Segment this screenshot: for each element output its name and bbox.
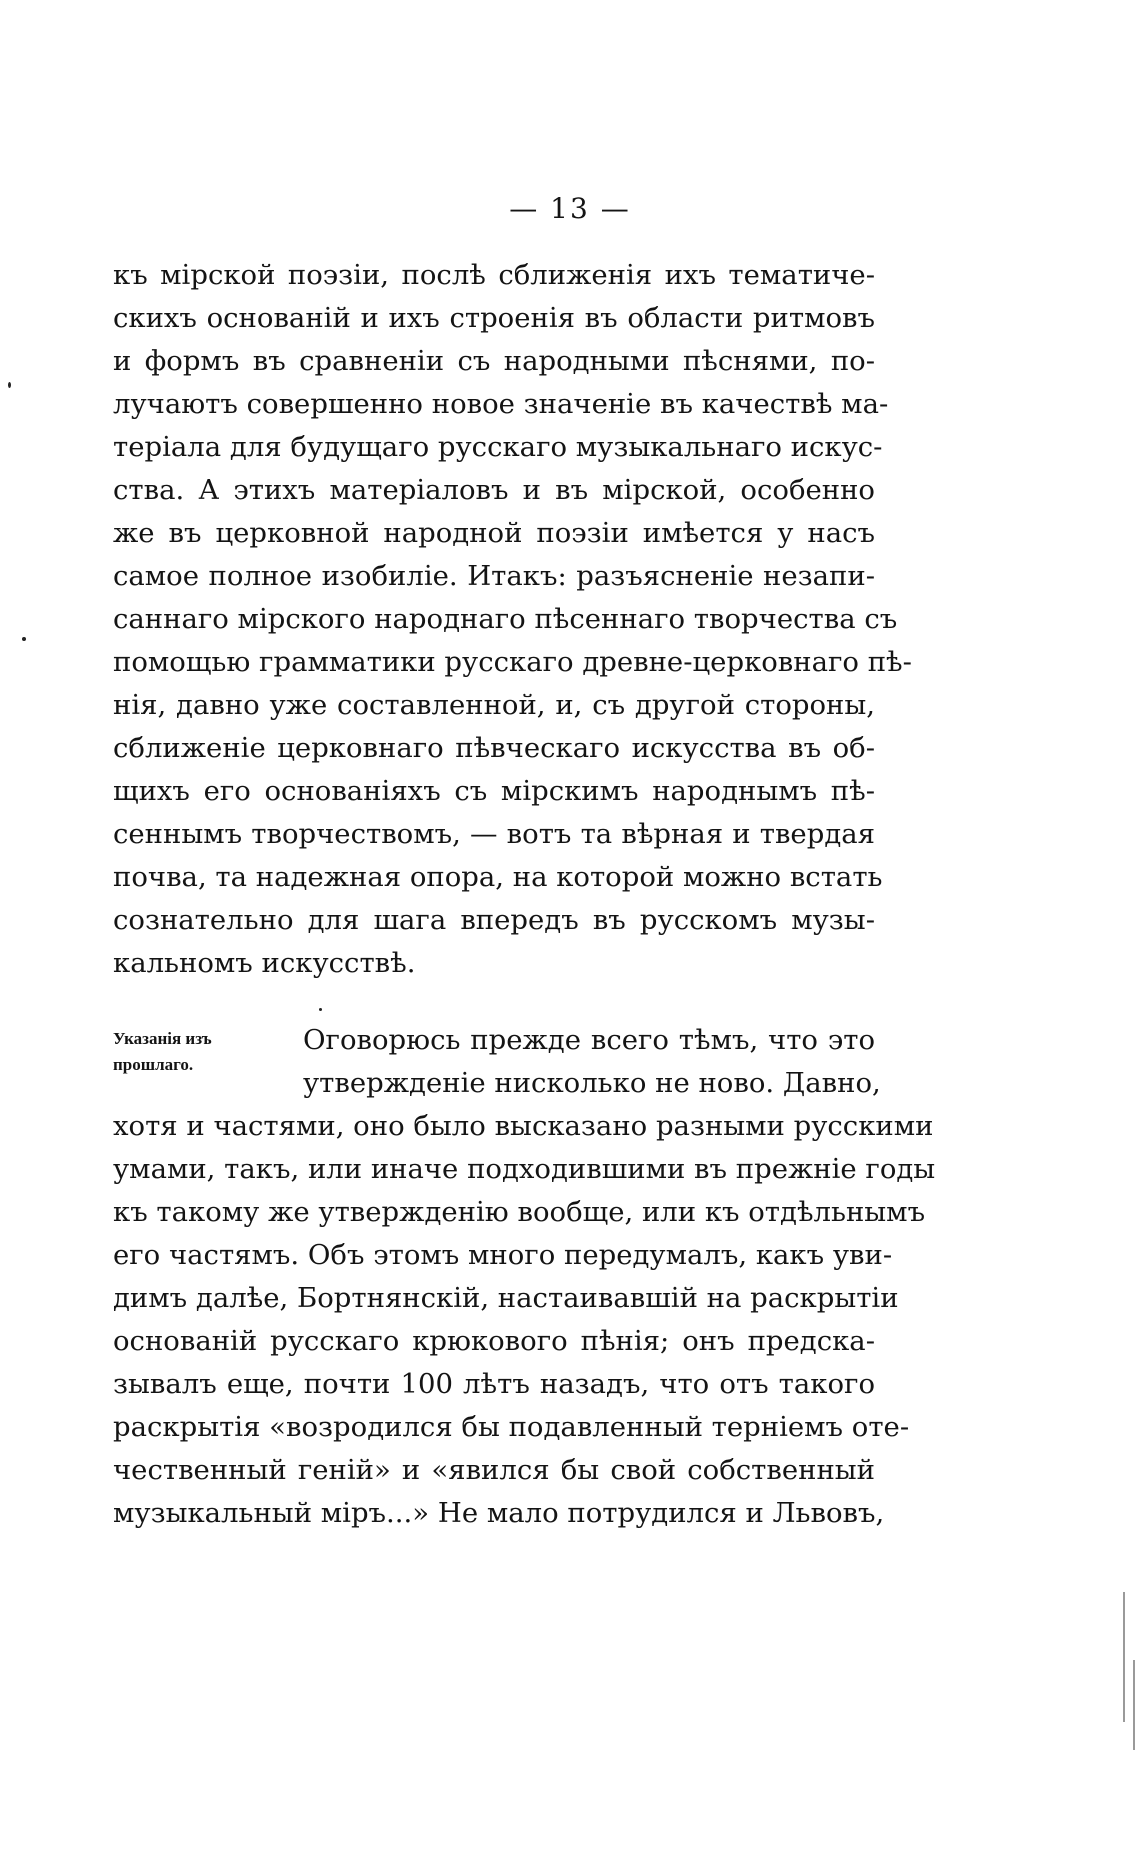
text-line: самое полное изобиліе. Итакъ: разъясненіе незапи- <box>113 560 875 592</box>
scan-speck <box>8 382 11 388</box>
text-line: хотя и частями, оно было высказано разными русскими <box>113 1110 934 1142</box>
text-line: и формъ въ сравненіи съ народными пѣснями, по- <box>113 345 875 377</box>
text-line: зывалъ еще, почти 100 лѣтъ назадъ, что отъ такого <box>113 1368 875 1400</box>
text-line: умами, такъ, или иначе подходившими въ прежніе годы <box>113 1153 936 1185</box>
margin-note-line: Указанія изъ <box>113 1029 212 1048</box>
text-line: къ мірской поэзіи, послѣ сближенія ихъ тематиче- <box>113 259 875 291</box>
scan-edge-line <box>1123 1592 1125 1722</box>
margin-note-line: прошлаго. <box>113 1055 194 1074</box>
text-line: его частямъ. Объ этомъ много передумалъ, какъ уви- <box>113 1239 893 1271</box>
text-line: теріала для будущаго русскаго музыкальнаго искус- <box>113 431 883 463</box>
scan-speck <box>22 637 26 641</box>
page-number: — 13 — <box>509 192 631 225</box>
text-line: кальномъ искусствѣ. <box>113 947 416 979</box>
text-line: сознательно для шага впередъ въ русскомъ музы- <box>113 904 875 936</box>
text-line: почва, та надежная опора, на которой можно встать <box>113 861 883 893</box>
paragraph-1 <box>113 254 912 985</box>
text-line: Оговорюсь прежде всего тѣмъ, что это <box>303 1024 875 1056</box>
text-line: ства. А этихъ матеріаловъ и въ мірской, особенно <box>113 474 875 506</box>
text-line: сближеніе церковнаго пѣвческаго искусства въ об- <box>113 732 875 764</box>
text-line: лучаютъ совершенно новое значеніе въ качествѣ ма- <box>113 388 889 420</box>
scan-edge-line <box>1133 1660 1135 1750</box>
text-line: къ такому же утвержденію вообще, или къ отдѣльнымъ <box>113 1196 926 1228</box>
text-line: раскрытія «возродился бы подавленный терніемъ оте- <box>113 1411 910 1443</box>
text-line: музыкальный міръ...» Не мало потрудился и Львовъ, <box>113 1497 885 1529</box>
scan-speck <box>319 1008 322 1011</box>
text-line: помощью грамматики русскаго древне-церковнаго пѣ- <box>113 646 912 678</box>
text-line: нія, давно уже составленной, и, съ другой стороны, <box>113 689 875 721</box>
text-line: утвержденіе нисколько не ново. Давно, <box>303 1067 881 1099</box>
text-line: саннаго мірского народнаго пѣсеннаго творчества съ <box>113 603 898 635</box>
text-line: димъ далѣе, Бортнянскій, настаивавшій на раскрытіи <box>113 1282 899 1314</box>
text-line: же въ церковной народной поэзіи имѣется у насъ <box>113 517 875 549</box>
text-line: основаній русскаго крюкового пѣнія; онъ предска- <box>113 1325 875 1357</box>
text-line: щихъ его основаніяхъ съ мірскимъ народнымъ пѣ- <box>113 775 875 807</box>
text-line: скихъ основаній и ихъ строенія въ области ритмовъ <box>113 302 875 334</box>
paragraph-2 <box>113 1019 936 1535</box>
text-line: чественный геній» и «явился бы свой собственный <box>113 1454 875 1486</box>
text-line: сеннымъ творчествомъ, — вотъ та вѣрная и твердая <box>113 818 875 850</box>
